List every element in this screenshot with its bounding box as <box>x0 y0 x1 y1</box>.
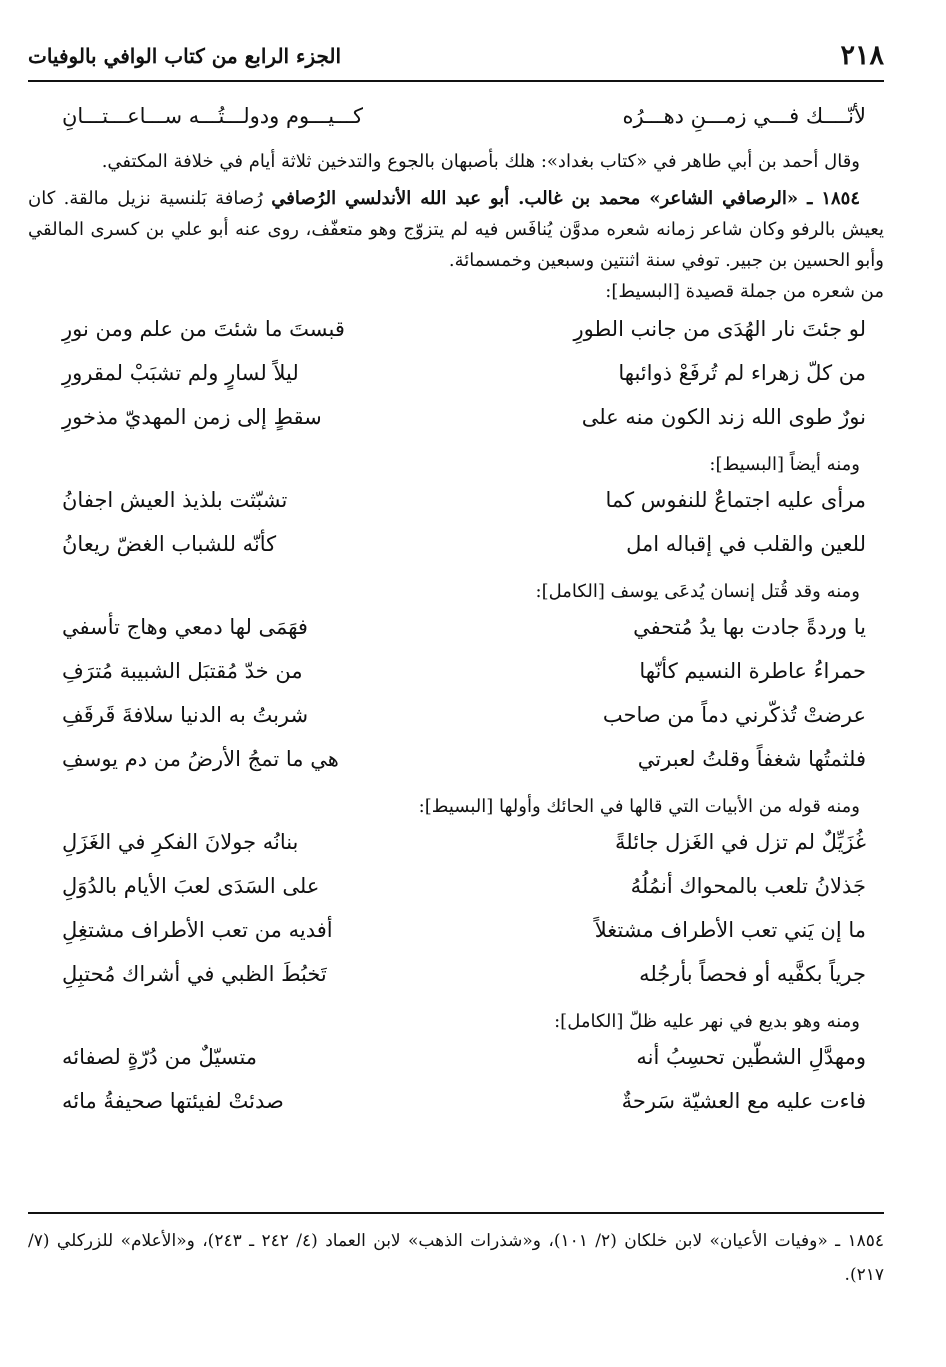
poem-intro: ومنه وهو بديع في نهر عليه ظلّ [الكامل]: <box>554 1011 860 1032</box>
verse-first-hemistich: غُزَيِّلٌ لم تزل في الغَزل جائلةً <box>615 830 866 854</box>
verse-first-hemistich: فاءت عليه مع العشيّة سَرحةٌ <box>621 1089 866 1113</box>
verse-second-hemistich: متسيّلٌ من دُرّةٍ لصفائه <box>62 1045 258 1069</box>
verse-line <box>62 743 866 787</box>
verse-second-hemistich: كـــيـــوم ودولـــتُـــه ســـاعـــتـــانِ <box>62 104 364 128</box>
verse-second-hemistich: تشبّثت بلذيذ العيش اجفانُ <box>62 488 288 512</box>
verse-first-hemistich: يا وردةً جادت بها يدُ مُتحفي <box>633 615 866 639</box>
verse-line <box>62 958 866 1002</box>
verse-first-hemistich: لو جئتَ نار الهُدَى من جانب الطورِ <box>573 317 866 341</box>
verse-line <box>62 870 866 914</box>
verse-second-hemistich: كأنّه للشباب الغضّ ريعانُ <box>62 532 277 556</box>
verse-first-hemistich: ومهدَّلِ الشطّين تحسِبُ أنه <box>636 1045 866 1069</box>
verse-first-hemistich: جرياً بكفَّيه أو فحصاً بأرجُله <box>639 962 866 986</box>
verse-line <box>62 699 866 743</box>
verse-first-hemistich: ما إن يَني تعب الأطراف مشتغلاً <box>594 918 866 942</box>
main-text <box>28 100 884 1129</box>
verse-first-hemistich: فلثمتُها شغفاً وقلتُ لعبرتي <box>637 747 866 771</box>
entry-paragraph <box>28 183 884 276</box>
verse-first-hemistich: لأنّــــك فـــي زمـــنِ دهـــرُه <box>622 104 866 128</box>
verse-second-hemistich: هي ما تمجُ الأرضُ من دم يوسفِ <box>62 747 339 771</box>
poem <box>28 276 884 445</box>
verse-line <box>62 826 866 870</box>
verse-line <box>62 528 866 572</box>
verse-second-hemistich: شربتُ به الدنيا سلافةَ قَرقَفِ <box>62 703 309 727</box>
verse-second-hemistich: ليلاً لسارٍ ولم تشبَبْ لمقرورِ <box>62 361 299 385</box>
page-number: ٢١٨ <box>840 40 884 71</box>
verse-line <box>62 357 866 401</box>
verse-line <box>62 611 866 655</box>
running-title: الجزء الرابع من كتاب الوافي بالوفيات <box>28 44 342 68</box>
poem-intro: ومنه وقد قُتل إنسان يُدعَى يوسف [الكامل]: <box>535 581 860 602</box>
page-header <box>28 40 884 82</box>
verse-line <box>62 401 866 445</box>
verse-line <box>62 100 866 144</box>
verse-second-hemistich: على السَدَى لعبَ الأيام بالدُوَلِ <box>62 874 320 898</box>
footnote-divider <box>28 1212 884 1214</box>
paragraph: وقال أحمد بن أبي طاهر في «كتاب بغداد»: هلك بأصبهان بالجوع والتدخين ثلاثة أيام في خلافة المكتفي. <box>101 151 860 172</box>
poem-intro: ومنه أيضاً [البسيط]: <box>709 454 860 475</box>
verse-first-hemistich: حمراءُ عاطرة النسيم كأنّها <box>639 659 866 683</box>
verse-line <box>62 1041 866 1085</box>
verse-first-hemistich: للعين والقلب في إقباله امل <box>626 532 866 556</box>
verse-line <box>62 313 866 357</box>
poem <box>28 576 884 787</box>
entry-body: رُصافة بَلنسية نزيل مالقة. كان يعيش بالرفو وكان شاعر زمانه شعره مدوَّن يُنافَس فيه لم يتزوّج وهو متعفّف، روى عنه أبو علي بن كسرى المالقي وأبو الحسين بن جبير. توفي سنة اثنتين وسبعين وخمسمائة. <box>28 188 884 271</box>
verse-first-hemistich: مرأى عليه اجتماعٌ للنفوس كما <box>605 488 866 512</box>
verse-second-hemistich: صدئتْ لفيئتها صحيفةُ مائه <box>62 1089 284 1113</box>
verse-second-hemistich: أفديه من تعب الأطراف مشتغِلِ <box>62 918 333 942</box>
verse-second-hemistich: بنانُه جولانَ الفكرِ في الغَزَلِ <box>62 830 299 854</box>
entry-title: ١٨٥٤ ـ «الرصافي الشاعر» محمد بن غالب. أبو عبد الله الأندلسي الرُصافي <box>271 188 861 209</box>
verse-second-hemistich: فهَمَى لها دمعي وهاج تأسفي <box>62 615 308 639</box>
poem-intro: من شعره من جملة قصيدة [البسيط]: <box>605 281 884 302</box>
verse-second-hemistich: قبستَ ما شئتَ من علم ومن نورِ <box>62 317 345 341</box>
footnote: ١٨٥٤ ـ «وفيات الأعيان» لابن خلكان (٢/ ١٠١)، و«شذرات الذهب» لابن العماد (٤/ ٢٤٢ ـ ٢٤٣)، و«الأعلام» للزركلي (٧/ ٢١٧). <box>28 1231 885 1285</box>
verse-second-hemistich: من خدّ مُقتبَل الشبيبة مُترَفِ <box>62 659 303 683</box>
verse-line <box>62 655 866 699</box>
poem <box>28 449 884 572</box>
poem <box>28 1006 884 1129</box>
verse-line <box>62 484 866 528</box>
verse-first-hemistich: جَذلانُ تلعب بالمحواك أنمُلُهُ <box>630 874 866 898</box>
verse-second-hemistich: سقطٍ إلى زمن المهديّ مذخورِ <box>62 405 322 429</box>
verse-line <box>62 914 866 958</box>
verse-first-hemistich: نورٌ طوى الله زند الكون منه على <box>581 405 866 429</box>
verse-line <box>62 1085 866 1129</box>
poem <box>28 791 884 1002</box>
poem-intro: ومنه قوله من الأبيات التي قالها في الحائك وأولها [البسيط]: <box>418 796 860 817</box>
verse-first-hemistich: من كلّ زهراء لم تُرفَعْ ذوائبها <box>618 361 866 385</box>
verse-first-hemistich: عرضتْ تُذكّرني دماً من صاحب <box>602 703 866 727</box>
verse-second-hemistich: تَخبُطَ الظبي في أشراك مُحتبِلِ <box>62 962 327 986</box>
